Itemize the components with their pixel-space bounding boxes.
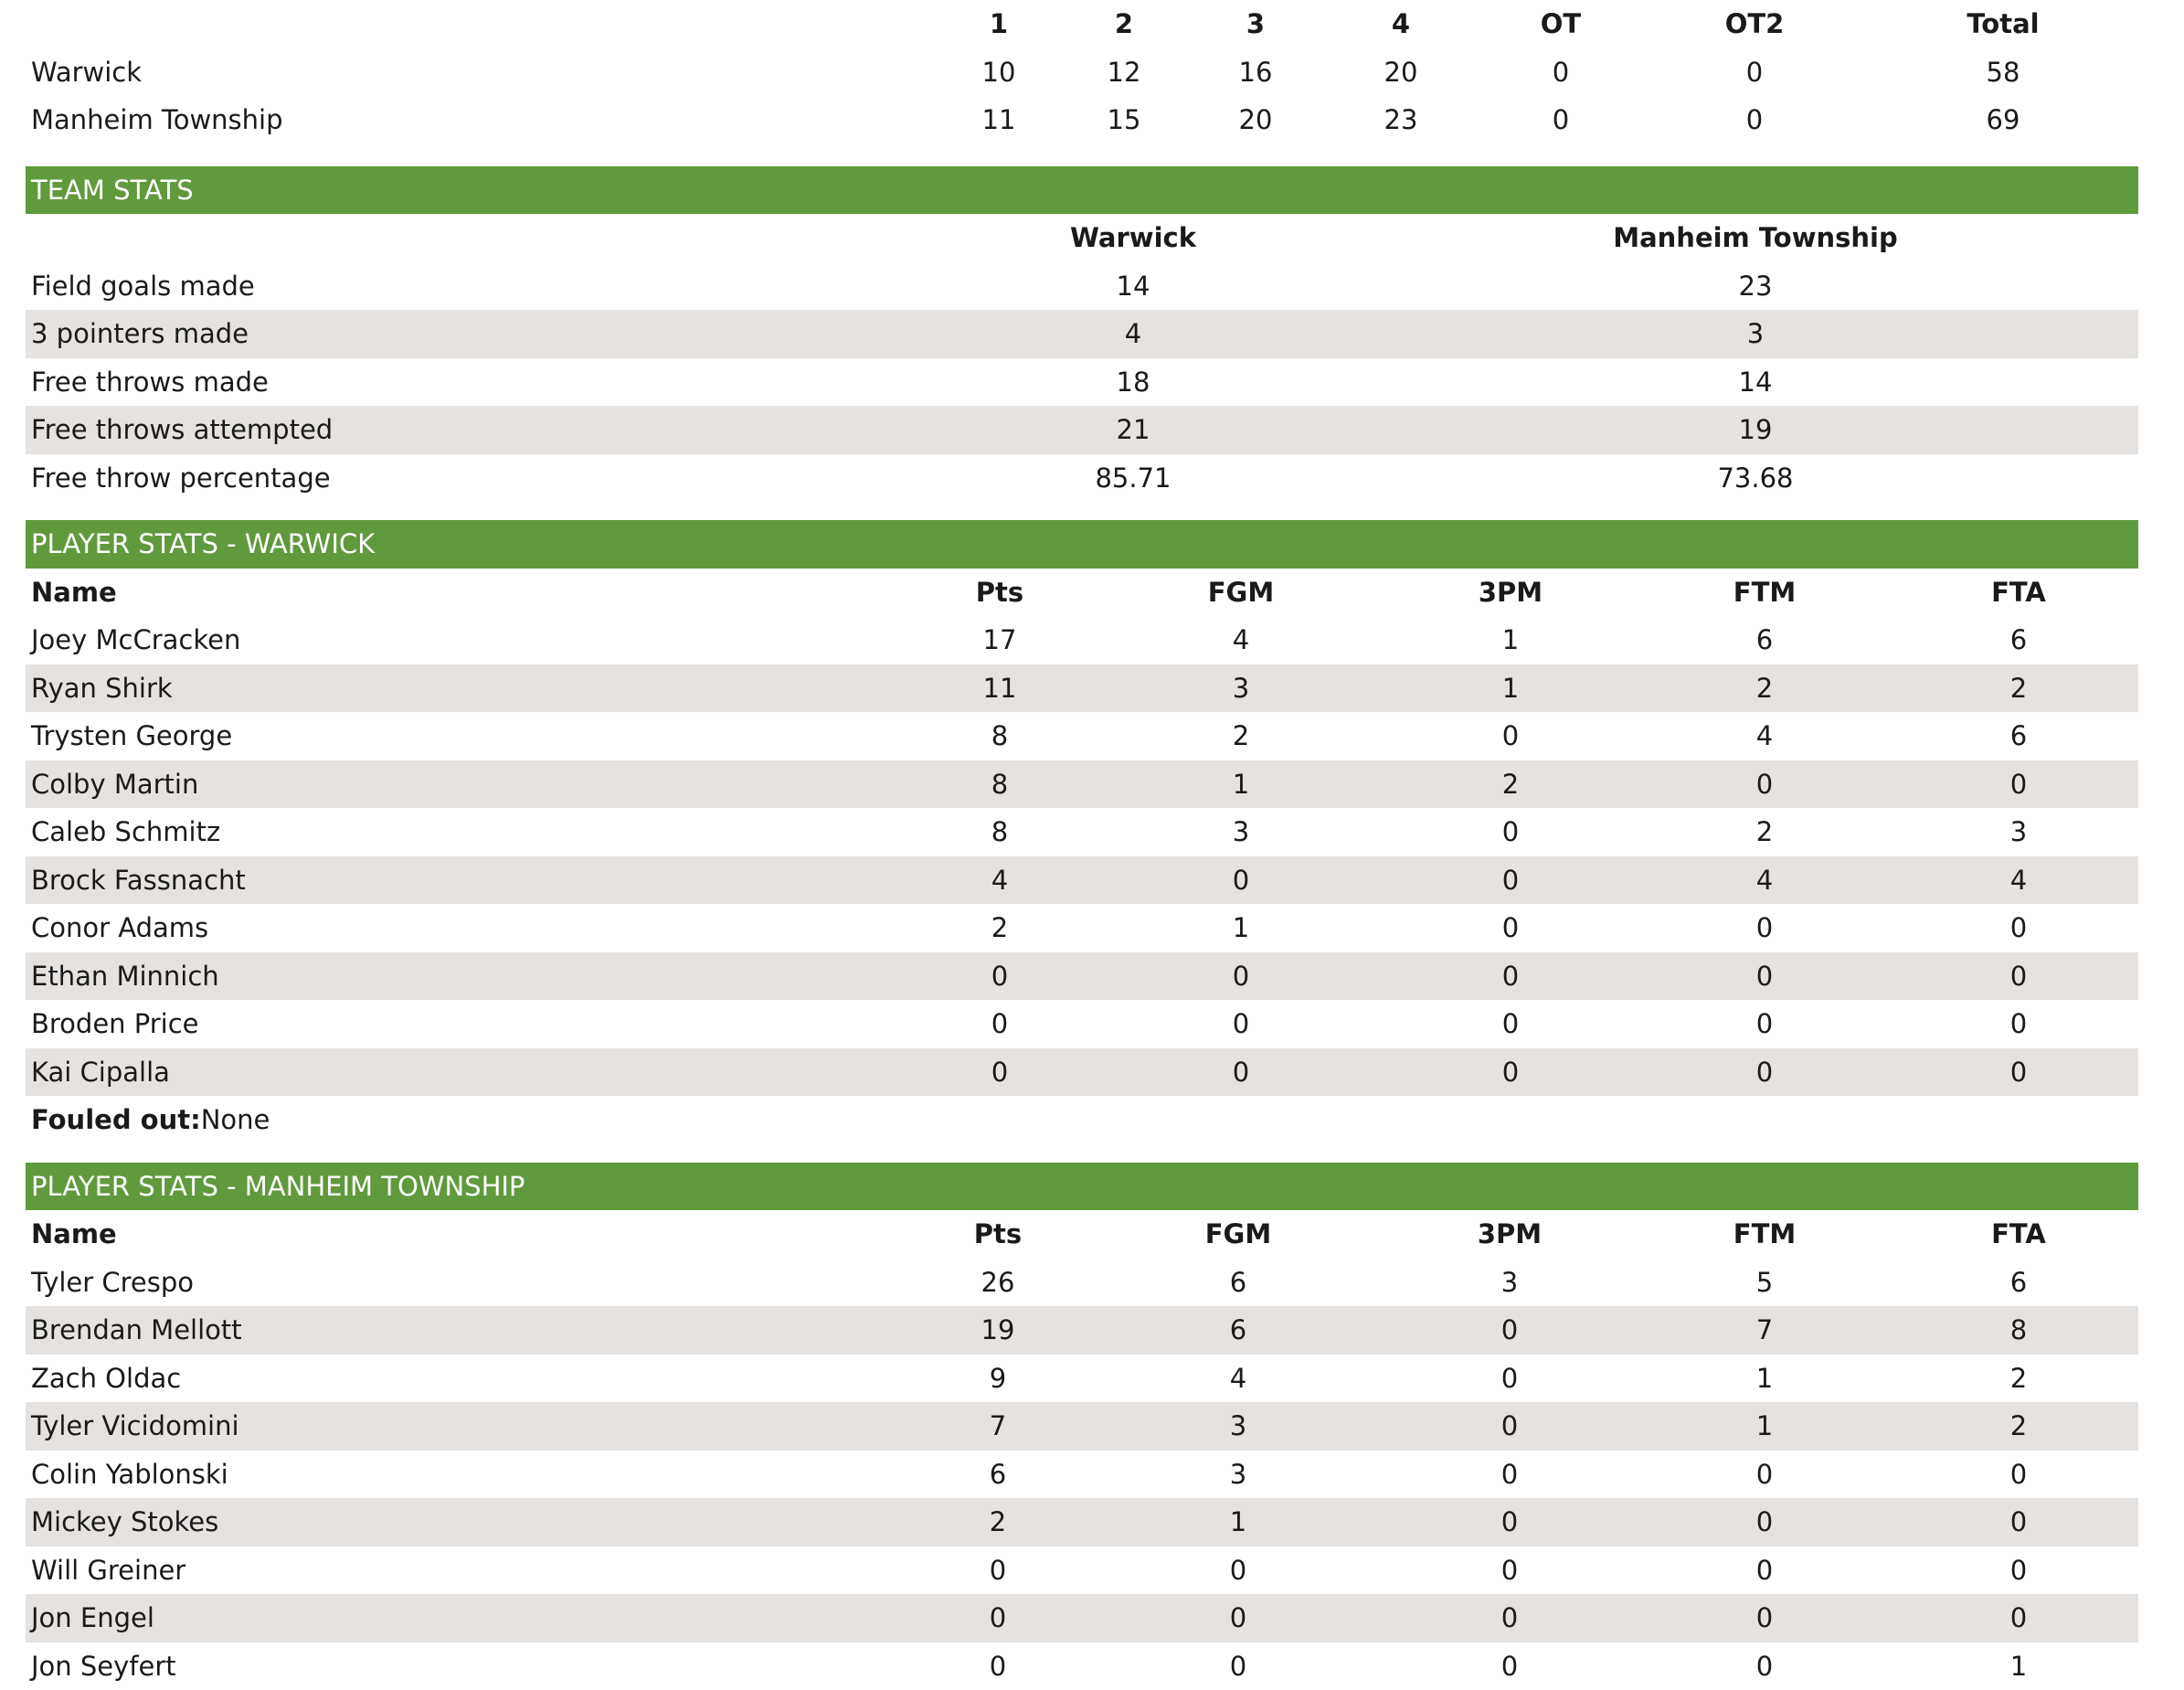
fouled-out-line bbox=[26, 1096, 2138, 1144]
player-fgm: 0 bbox=[1091, 856, 1391, 905]
team-stat-row bbox=[26, 406, 2138, 454]
player-fta: 0 bbox=[1899, 1498, 2138, 1547]
linescore-score: 23 bbox=[1321, 96, 1480, 144]
player-ftm: 0 bbox=[1630, 904, 1899, 952]
player-fgm: 6 bbox=[1087, 1306, 1389, 1355]
player-3pm: 0 bbox=[1389, 1642, 1630, 1690]
player-row bbox=[26, 1594, 2138, 1642]
team-stat-row bbox=[26, 454, 2138, 503]
player-3pm: 0 bbox=[1389, 1355, 1630, 1403]
player-fgm: 4 bbox=[1087, 1355, 1389, 1403]
player-name: Zach Oldac bbox=[26, 1355, 908, 1403]
team-stat-label: Free throws made bbox=[26, 358, 894, 407]
player-row bbox=[26, 1547, 2138, 1595]
player-fgm: 0 bbox=[1087, 1594, 1389, 1642]
team-stats-table bbox=[26, 214, 2138, 502]
team-stats-header-label bbox=[26, 214, 894, 262]
linescore-score: 20 bbox=[1321, 48, 1480, 97]
player-3pm: 0 bbox=[1389, 1402, 1630, 1451]
col-header-pts: Pts bbox=[908, 569, 1091, 617]
player-ftm: 4 bbox=[1630, 712, 1899, 760]
player-ftm: 0 bbox=[1630, 1048, 1899, 1097]
player-fgm: 1 bbox=[1091, 760, 1391, 809]
player-fta: 0 bbox=[1899, 760, 2138, 809]
player-ftm: 1 bbox=[1630, 1402, 1899, 1451]
player-pts: 6 bbox=[908, 1451, 1087, 1499]
player-3pm: 0 bbox=[1389, 1451, 1630, 1499]
player-fgm: 1 bbox=[1087, 1498, 1389, 1547]
warwick-player-rows bbox=[26, 616, 2138, 1096]
col-header-fgm: FGM bbox=[1087, 1210, 1389, 1259]
player-ftm: 0 bbox=[1630, 760, 1899, 809]
fouled-out-value: None bbox=[201, 1104, 270, 1135]
player-pts: 8 bbox=[908, 808, 1091, 856]
player-fta: 3 bbox=[1899, 808, 2138, 856]
player-pts: 17 bbox=[908, 616, 1091, 664]
player-fgm: 3 bbox=[1091, 808, 1391, 856]
player-ftm: 0 bbox=[1630, 1000, 1899, 1048]
player-row bbox=[26, 1048, 2138, 1097]
team-stat-warwick: 85.71 bbox=[894, 454, 1373, 503]
linescore-team-name: Warwick bbox=[26, 48, 939, 97]
team-stat-warwick: 18 bbox=[894, 358, 1373, 407]
player-pts: 7 bbox=[908, 1402, 1087, 1451]
player-name: Brendan Mellott bbox=[26, 1306, 908, 1355]
manheim-player-stats-header: PLAYER STATS - MANHEIM TOWNSHIP bbox=[26, 1163, 2138, 1211]
team-stat-label: Free throw percentage bbox=[26, 454, 894, 503]
player-name: Colin Yablonski bbox=[26, 1451, 908, 1499]
player-row bbox=[26, 712, 2138, 760]
player-name: Ethan Minnich bbox=[26, 952, 908, 1001]
player-name: Jon Engel bbox=[26, 1594, 908, 1642]
player-row bbox=[26, 1259, 2138, 1307]
player-pts: 11 bbox=[908, 664, 1091, 713]
player-name: Tyler Vicidomini bbox=[26, 1402, 908, 1451]
player-fta: 1 bbox=[1899, 1642, 2138, 1690]
player-fta: 8 bbox=[1899, 1306, 2138, 1355]
player-name: Will Greiner bbox=[26, 1547, 908, 1595]
player-fgm: 0 bbox=[1087, 1547, 1389, 1595]
player-row bbox=[26, 1498, 2138, 1547]
team-stat-row bbox=[26, 358, 2138, 407]
player-pts: 8 bbox=[908, 760, 1091, 809]
linescore-score: 15 bbox=[1058, 96, 1190, 144]
team-stats-header-warwick: Warwick bbox=[894, 214, 1373, 262]
linescore-team-name: Manheim Township bbox=[26, 96, 939, 144]
player-ftm: 0 bbox=[1630, 1547, 1899, 1595]
team-stat-warwick: 14 bbox=[894, 262, 1373, 311]
player-ftm: 0 bbox=[1630, 1594, 1899, 1642]
col-header-fgm: FGM bbox=[1091, 569, 1391, 617]
linescore-total: 69 bbox=[1868, 96, 2138, 144]
player-row bbox=[26, 1402, 2138, 1451]
team-stat-row bbox=[26, 262, 2138, 311]
player-3pm: 0 bbox=[1391, 712, 1630, 760]
linescore-row-warwick bbox=[26, 48, 2138, 97]
player-fta: 6 bbox=[1899, 1259, 2138, 1307]
player-pts: 0 bbox=[908, 1547, 1087, 1595]
player-name: Joey McCracken bbox=[26, 616, 908, 664]
player-fta: 0 bbox=[1899, 1048, 2138, 1097]
linescore-score: 0 bbox=[1480, 48, 1641, 97]
player-pts: 0 bbox=[908, 952, 1091, 1001]
col-header-ftm: FTM bbox=[1630, 569, 1899, 617]
linescore-header-q1: 1 bbox=[939, 0, 1058, 48]
player-3pm: 3 bbox=[1389, 1259, 1630, 1307]
player-name: Tyler Crespo bbox=[26, 1259, 908, 1307]
player-3pm: 0 bbox=[1391, 1000, 1630, 1048]
player-row bbox=[26, 1451, 2138, 1499]
linescore-score: 20 bbox=[1190, 96, 1321, 144]
player-fgm: 3 bbox=[1087, 1451, 1389, 1499]
team-stat-manheim: 73.68 bbox=[1373, 454, 2138, 503]
player-name: Trysten George bbox=[26, 712, 908, 760]
col-header-ftm: FTM bbox=[1630, 1210, 1899, 1259]
player-row bbox=[26, 808, 2138, 856]
linescore-score: 11 bbox=[939, 96, 1058, 144]
player-ftm: 0 bbox=[1630, 1498, 1899, 1547]
player-fta: 0 bbox=[1899, 904, 2138, 952]
linescore-header-team bbox=[26, 0, 939, 48]
linescore-header-q2: 2 bbox=[1058, 0, 1190, 48]
player-name: Colby Martin bbox=[26, 760, 908, 809]
warwick-player-table bbox=[26, 569, 2138, 1097]
player-ftm: 1 bbox=[1630, 1355, 1899, 1403]
player-name: Kai Cipalla bbox=[26, 1048, 908, 1097]
team-stat-manheim: 14 bbox=[1373, 358, 2138, 407]
col-header-3pm: 3PM bbox=[1391, 569, 1630, 617]
team-stat-label: 3 pointers made bbox=[26, 310, 894, 358]
player-fgm: 1 bbox=[1091, 904, 1391, 952]
team-stats-header-row bbox=[26, 214, 2138, 262]
player-fta: 0 bbox=[1899, 952, 2138, 1001]
player-name: Caleb Schmitz bbox=[26, 808, 908, 856]
boxscore-page bbox=[26, 0, 2138, 1690]
player-fta: 2 bbox=[1899, 1402, 2138, 1451]
linescore-score: 0 bbox=[1480, 96, 1641, 144]
player-fgm: 4 bbox=[1091, 616, 1391, 664]
player-3pm: 0 bbox=[1389, 1547, 1630, 1595]
manheim-header-row bbox=[26, 1210, 2138, 1259]
player-fta: 2 bbox=[1899, 664, 2138, 713]
player-ftm: 7 bbox=[1630, 1306, 1899, 1355]
player-3pm: 2 bbox=[1391, 760, 1630, 809]
player-pts: 26 bbox=[908, 1259, 1087, 1307]
player-3pm: 0 bbox=[1391, 808, 1630, 856]
team-stat-label: Field goals made bbox=[26, 262, 894, 311]
linescore-header-ot: OT bbox=[1480, 0, 1641, 48]
section-spacer bbox=[26, 502, 2138, 520]
player-pts: 2 bbox=[908, 904, 1091, 952]
player-3pm: 1 bbox=[1391, 664, 1630, 713]
player-fta: 6 bbox=[1899, 616, 2138, 664]
warwick-player-stats-header: PLAYER STATS - WARWICK bbox=[26, 520, 2138, 569]
player-fgm: 3 bbox=[1091, 664, 1391, 713]
manheim-player-table bbox=[26, 1210, 2138, 1690]
team-stat-manheim: 3 bbox=[1373, 310, 2138, 358]
player-3pm: 0 bbox=[1389, 1594, 1630, 1642]
player-pts: 0 bbox=[908, 1594, 1087, 1642]
player-fgm: 6 bbox=[1087, 1259, 1389, 1307]
section-spacer bbox=[26, 1144, 2138, 1163]
player-ftm: 0 bbox=[1630, 1451, 1899, 1499]
player-fgm: 2 bbox=[1091, 712, 1391, 760]
player-pts: 9 bbox=[908, 1355, 1087, 1403]
linescore-score: 12 bbox=[1058, 48, 1190, 97]
linescore-header-q4: 4 bbox=[1321, 0, 1480, 48]
player-ftm: 0 bbox=[1630, 952, 1899, 1001]
player-row bbox=[26, 616, 2138, 664]
player-pts: 8 bbox=[908, 712, 1091, 760]
player-fgm: 0 bbox=[1091, 952, 1391, 1001]
player-fgm: 3 bbox=[1087, 1402, 1389, 1451]
linescore-score: 0 bbox=[1641, 96, 1868, 144]
linescore-header-row bbox=[26, 0, 2138, 48]
player-3pm: 0 bbox=[1391, 904, 1630, 952]
team-stat-warwick: 4 bbox=[894, 310, 1373, 358]
player-3pm: 0 bbox=[1391, 1048, 1630, 1097]
fouled-out-label: Fouled out: bbox=[31, 1104, 201, 1135]
player-ftm: 6 bbox=[1630, 616, 1899, 664]
player-3pm: 0 bbox=[1389, 1498, 1630, 1547]
col-header-pts: Pts bbox=[908, 1210, 1087, 1259]
team-stats-header-manheim: Manheim Township bbox=[1373, 214, 2138, 262]
player-row bbox=[26, 952, 2138, 1001]
section-spacer bbox=[26, 144, 2138, 166]
linescore-header-total: Total bbox=[1868, 0, 2138, 48]
player-row bbox=[26, 1000, 2138, 1048]
team-stat-warwick: 21 bbox=[894, 406, 1373, 454]
player-fta: 0 bbox=[1899, 1594, 2138, 1642]
col-header-name: Name bbox=[26, 1210, 908, 1259]
player-pts: 0 bbox=[908, 1048, 1091, 1097]
player-fta: 4 bbox=[1899, 856, 2138, 905]
player-name: Brock Fassnacht bbox=[26, 856, 908, 905]
team-stat-manheim: 19 bbox=[1373, 406, 2138, 454]
linescore-table bbox=[26, 0, 2138, 144]
player-fta: 2 bbox=[1899, 1355, 2138, 1403]
player-row bbox=[26, 1642, 2138, 1690]
col-header-fta: FTA bbox=[1899, 1210, 2138, 1259]
player-name: Mickey Stokes bbox=[26, 1498, 908, 1547]
player-pts: 0 bbox=[908, 1000, 1091, 1048]
player-name: Ryan Shirk bbox=[26, 664, 908, 713]
player-row bbox=[26, 760, 2138, 809]
player-3pm: 0 bbox=[1391, 952, 1630, 1001]
player-pts: 19 bbox=[908, 1306, 1087, 1355]
linescore-score: 10 bbox=[939, 48, 1058, 97]
player-fta: 0 bbox=[1899, 1547, 2138, 1595]
team-stat-row bbox=[26, 310, 2138, 358]
linescore-total: 58 bbox=[1868, 48, 2138, 97]
team-stats-header: TEAM STATS bbox=[26, 166, 2138, 215]
linescore-header-q3: 3 bbox=[1190, 0, 1321, 48]
player-ftm: 2 bbox=[1630, 808, 1899, 856]
player-fgm: 0 bbox=[1091, 1000, 1391, 1048]
player-pts: 2 bbox=[908, 1498, 1087, 1547]
player-pts: 4 bbox=[908, 856, 1091, 905]
col-header-name: Name bbox=[26, 569, 908, 617]
player-row bbox=[26, 1355, 2138, 1403]
player-3pm: 0 bbox=[1391, 856, 1630, 905]
team-stat-manheim: 23 bbox=[1373, 262, 2138, 311]
player-row bbox=[26, 904, 2138, 952]
player-ftm: 4 bbox=[1630, 856, 1899, 905]
player-row bbox=[26, 1306, 2138, 1355]
player-ftm: 2 bbox=[1630, 664, 1899, 713]
player-3pm: 0 bbox=[1389, 1306, 1630, 1355]
player-name: Broden Price bbox=[26, 1000, 908, 1048]
col-header-3pm: 3PM bbox=[1389, 1210, 1630, 1259]
player-ftm: 5 bbox=[1630, 1259, 1899, 1307]
player-fta: 0 bbox=[1899, 1000, 2138, 1048]
player-row bbox=[26, 664, 2138, 713]
linescore-score: 16 bbox=[1190, 48, 1321, 97]
linescore-header-ot2: OT2 bbox=[1641, 0, 1868, 48]
linescore-row-manheim bbox=[26, 96, 2138, 144]
player-name: Jon Seyfert bbox=[26, 1642, 908, 1690]
manheim-player-rows bbox=[26, 1259, 2138, 1690]
player-fgm: 0 bbox=[1087, 1642, 1389, 1690]
player-pts: 0 bbox=[908, 1642, 1087, 1690]
linescore-score: 0 bbox=[1641, 48, 1868, 97]
player-fta: 0 bbox=[1899, 1451, 2138, 1499]
col-header-fta: FTA bbox=[1899, 569, 2138, 617]
team-stat-label: Free throws attempted bbox=[26, 406, 894, 454]
player-name: Conor Adams bbox=[26, 904, 908, 952]
player-ftm: 0 bbox=[1630, 1642, 1899, 1690]
player-fgm: 0 bbox=[1091, 1048, 1391, 1097]
player-fta: 6 bbox=[1899, 712, 2138, 760]
player-row bbox=[26, 856, 2138, 905]
warwick-header-row bbox=[26, 569, 2138, 617]
player-3pm: 1 bbox=[1391, 616, 1630, 664]
